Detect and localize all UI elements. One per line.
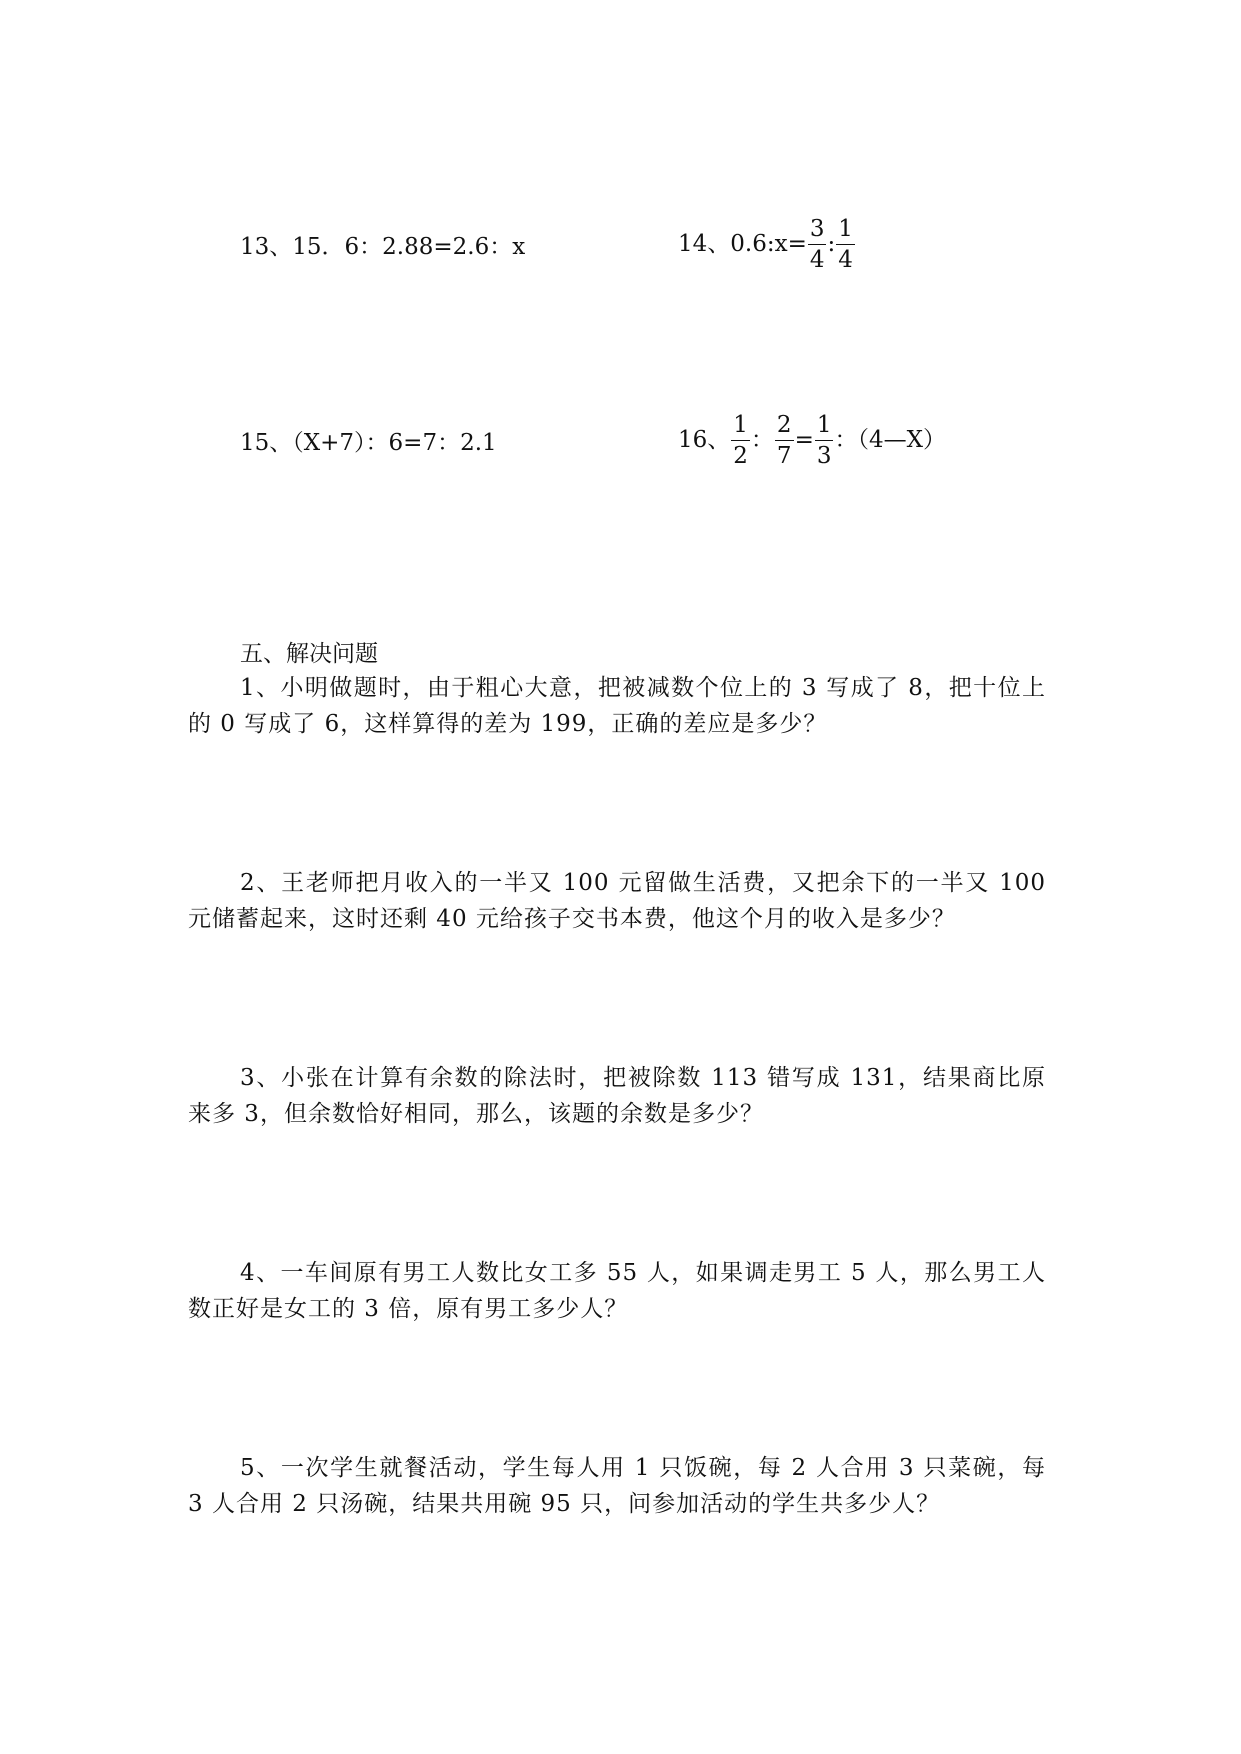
fraction-three-quarters: $\frac{3}{4}$	[809, 216, 825, 273]
equation-15-text: 15、（X+7）：6=7：2.1	[240, 430, 497, 456]
section-title: 五、解决问题	[240, 641, 378, 667]
equation-15	[240, 432, 497, 455]
equation-16	[678, 414, 946, 468]
equation-16-prefix: 16、	[678, 427, 731, 453]
equation-14	[678, 218, 856, 272]
problem-5: 5、一次学生就餐活动，学生每人用 1 只饭碗，每 2 人合用 3 只菜碗，每 3 人合用 2 只汤碗，结果共用碗 95 只，问参加活动的学生共多少人？	[188, 1455, 1046, 1517]
equation-13	[240, 236, 525, 259]
equation-16-separator: ：	[750, 427, 774, 453]
problem-4: 4、一车间原有男工人数比女工多 55 人，如果调走男工 5 人，那么男工人数正好是女工的 3 倍，原有男工多少人？	[188, 1260, 1046, 1322]
problem-3: 3、小张在计算有余数的除法时，把被除数 113 错写成 131，结果商比原来多 3，但余数恰好相同，那么，该题的余数是多少？	[188, 1065, 1046, 1127]
fraction-two-sevenths: $\frac{2}{7}$	[776, 412, 792, 469]
equation-14-prefix: 14、0.6:x=	[678, 231, 807, 257]
fraction-one-third: $\frac{1}{3}$	[816, 412, 832, 469]
fraction-one-quarter: $\frac{1}{4}$	[838, 216, 853, 273]
equation-14-separator: :	[827, 231, 836, 257]
fraction-one-half: $\frac{1}{2}$	[733, 412, 748, 469]
equation-16-suffix: ：（4—X）	[834, 427, 946, 453]
problem-2: 2、王老师把月收入的一半又 100 元留做生活费，又把余下的一半又 100 元储蓄起来，这时还剩 40 元给孩子交书本费，他这个月的收入是多少？	[188, 870, 1046, 932]
equation-16-equals: =	[794, 427, 814, 453]
equation-13-text: 13、15．6：2.88=2.6：x	[240, 234, 526, 260]
problem-1: 1、小明做题时，由于粗心大意，把被减数个位上的 3 写成了 8，把十位上的 0 写成了 6，这样算得的差为 199，正确的差应是多少？	[188, 675, 1046, 737]
